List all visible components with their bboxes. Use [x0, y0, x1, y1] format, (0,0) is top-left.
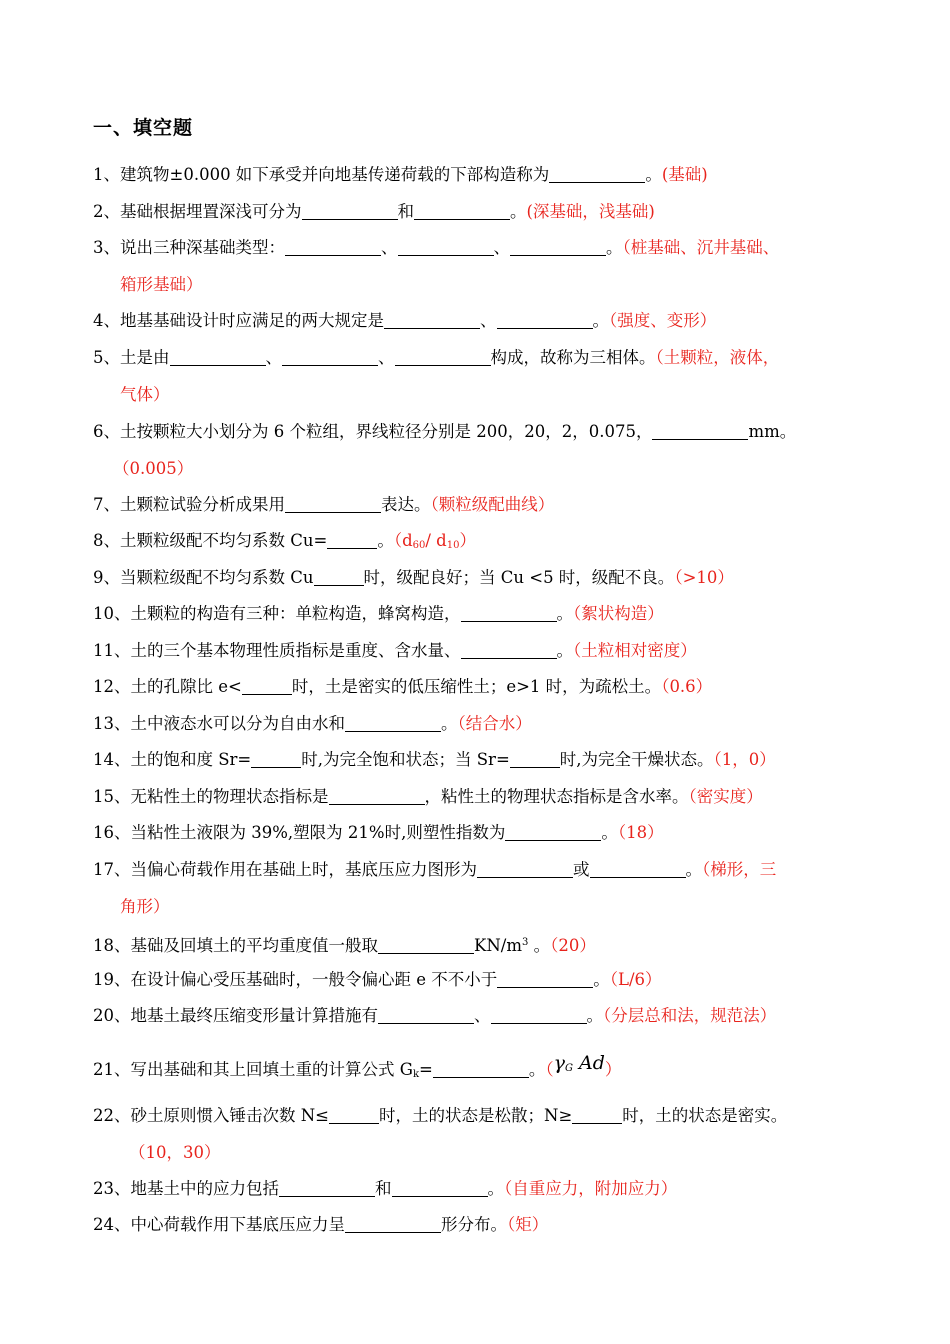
question-2: 2、基础根据埋置深浅可分为 和 。(深基础，浅基础) [93, 202, 655, 221]
answer: (深基础，浅基础) [526, 202, 655, 221]
question-24: 24、中心荷载作用下基底压应力呈 形分布。（矩） [93, 1215, 549, 1234]
blank [327, 532, 377, 550]
question-6: 6、土按颗粒大小划分为 6 个粒组，界线粒径分别是 200，20，2，0.075， mm。 （0.005） [93, 413, 873, 487]
blank [652, 423, 748, 441]
blank [314, 569, 364, 587]
question-1: 1、建筑物±0.000 如下承受并向地基传递荷载的下部构造称为 。(基础) [93, 165, 708, 184]
question-19: 19、在设计偏心受压基础时，一般令偏心距 e 不不小于 。（L/6） [93, 970, 662, 989]
blank [505, 824, 601, 842]
blank [590, 861, 686, 879]
answer: （10，30） [129, 1143, 221, 1162]
blank [395, 349, 491, 367]
answer: （$d_{60}/$ $d_{10}$） [393, 531, 476, 551]
answer: （强度、变形） [609, 311, 717, 330]
blank [282, 349, 378, 367]
answer: （0.005） [113, 459, 194, 478]
blank [242, 678, 292, 696]
answer-continued: 气体） [120, 385, 170, 404]
answer: （桩基础、沉井基础、 [622, 238, 780, 257]
blank [285, 239, 381, 257]
question-18: 18、基础及回填土的平均重度值一般取 $KN/m^3$ 。（20） [93, 936, 596, 955]
answer: （矩） [507, 1215, 549, 1234]
blank [477, 861, 573, 879]
blank [392, 1180, 488, 1198]
answer: (基础) [661, 165, 708, 184]
question-5: 5、土是由 、 、 构成，故称为三相体。（土颗粒，液体， 气体） [93, 339, 873, 413]
question-17: 17、当偏心荷载作用在基础上时，基底压应力图形为 或 。（梯形，三 角形） [93, 851, 873, 925]
question-16: 16、当粘性土液限为 39%,塑限为 21%时,则塑性指数为 。（18） [93, 823, 664, 842]
question-13: 13、土中液态水可以分为自由水和 。（结合水） [93, 714, 532, 733]
blank [497, 312, 593, 330]
answer: （絮状构造） [573, 604, 664, 623]
blank [414, 203, 510, 221]
question-10: 10、土颗粒的构造有三种：单粒构造，蜂窝构造， 。（絮状构造） [93, 604, 664, 623]
blank [329, 788, 425, 806]
blank [461, 642, 557, 660]
blank [491, 1007, 587, 1025]
question-11: 11、土的三个基本物理性质指标是重度、含水量、 。（土粒相对密度） [93, 641, 697, 660]
blank [285, 496, 381, 514]
answer: （土颗粒，液体， [655, 348, 780, 367]
answer: （密实度） [688, 787, 763, 806]
blank [433, 1061, 529, 1079]
blank [345, 715, 441, 733]
answer: （分层总和法，规范法） [603, 1006, 777, 1025]
blank [279, 1180, 375, 1198]
section-title: 一、填空题 [93, 117, 194, 139]
question-22: 22、砂土原则惯入锤击次数 N≤ 时，土的状态是松散；N≥ 时，土的状态是密实。 （10，30） [93, 1097, 873, 1171]
blank [510, 239, 606, 257]
blank [510, 751, 560, 769]
blank [398, 239, 494, 257]
answer: （0.6） [661, 677, 713, 696]
blank [170, 349, 266, 367]
question-20: 20、地基土最终压缩变形量计算措施有 、 。（分层总和法，规范法） [93, 1006, 777, 1025]
answer: （颗粒级配曲线） [430, 495, 555, 514]
blank [378, 1007, 474, 1025]
blank [572, 1107, 622, 1125]
blank [461, 605, 557, 623]
answer: （18） [617, 823, 664, 842]
question-15: 15、无粘性土的物理状态指标是 ，粘性土的物理状态指标是含水率。（密实度） [93, 787, 763, 806]
question-7: 7、土颗粒试验分析成果用 表达。（颗粒级配曲线） [93, 495, 555, 514]
question-21: 21、写出基础和其上回填土重的计算公式 $G_k=$ 。（$\gamma_G$ Ad） [93, 1052, 622, 1080]
blank [378, 937, 474, 955]
question-9: 9、当颗粒级配不均匀系数 Cu 时，级配良好；当 Cu <5 时，级配不良。（>10） [93, 568, 734, 587]
answer: （20） [550, 936, 596, 955]
answer: （1，0） [713, 750, 776, 769]
question-3: 3、说出三种深基础类型： 、 、 。（桩基础、沉井基础、 箱形基础） [93, 229, 873, 303]
answer: （结合水） [457, 714, 532, 733]
answer-continued: 箱形基础） [120, 275, 203, 294]
answer: （$\gamma_G$ Ad） [545, 1052, 622, 1079]
blank [384, 312, 480, 330]
answer: （L/6） [609, 970, 662, 989]
blank [329, 1107, 379, 1125]
answer: （>10） [674, 568, 734, 587]
blank [345, 1216, 441, 1234]
formula: $\gamma_G$ Ad [553, 1052, 605, 1074]
question-4: 4、地基基础设计时应满足的两大规定是 、 。（强度、变形） [93, 311, 717, 330]
question-8: 8、土颗粒级配不均匀系数 Cu= 。（$d_{60}/$ $d_{10}$） [93, 531, 476, 551]
answer-continued: 角形） [120, 897, 170, 916]
blank [549, 166, 645, 184]
question-23: 23、地基土中的应力包括 和 。（自重应力，附加应力） [93, 1179, 678, 1198]
answer: （梯形，三 [702, 860, 777, 879]
blank [497, 971, 593, 989]
answer: （土粒相对密度） [573, 641, 697, 660]
blank [251, 751, 301, 769]
answer: （自重应力，附加应力） [504, 1179, 678, 1198]
question-14: 14、土的饱和度 Sr= 时,为完全饱和状态；当 Sr= 时,为完全干燥状态。（1，0） [93, 750, 776, 769]
blank [302, 203, 398, 221]
question-12: 12、土的孔隙比 e< 时，土是密实的低压缩性土；e>1 时，为疏松土。（0.6） [93, 677, 713, 696]
